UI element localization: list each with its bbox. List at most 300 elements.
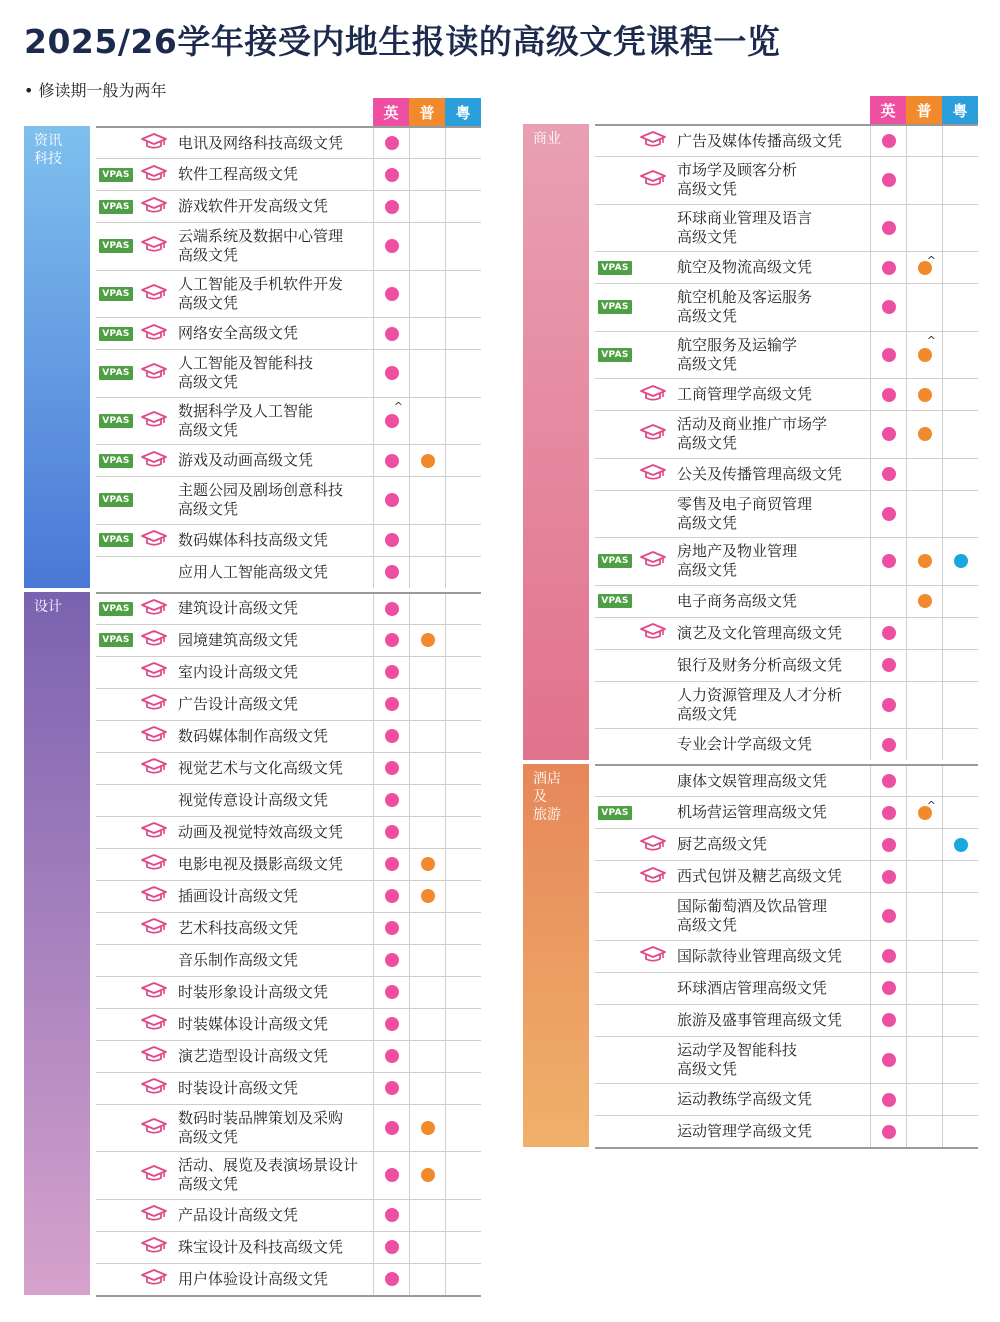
mark-cell-english [373,785,409,816]
mark-cell-cantonese [942,829,978,860]
course-name [671,161,870,199]
mark-cell-english [870,829,906,860]
course-row [96,592,481,624]
mark-cell-english [373,594,409,624]
course-name [671,947,870,966]
cap-cell [136,1117,172,1139]
mark-cell-putonghua [906,829,942,860]
course-name-line: 市场学及顾客分析 [677,161,798,180]
course-name-line: 高级文凭 [178,420,239,439]
english-dot [882,554,896,568]
cap-cell [136,362,172,384]
cap-cell [136,1013,172,1035]
mark-cell-english [373,1232,409,1263]
course-name [172,275,373,313]
english-dot [882,909,896,923]
cap-cell [136,693,172,715]
mark-cell-english [373,1041,409,1072]
mark-cell-english [373,1009,409,1040]
mark-cell-cantonese [445,318,481,349]
mark-cell-english [373,1105,409,1152]
mark-cell-english [373,817,409,848]
vpas-badge: VPAS [99,366,132,380]
graduation-cap-icon [639,945,667,967]
graduation-cap-icon [140,410,168,432]
course-name [671,835,870,854]
course-name-line: 时装媒体设计高级文凭 [178,1014,329,1033]
english-dot [385,953,399,967]
mark-cell-english [870,797,906,828]
section-label-line: 资讯 [34,133,62,149]
english-dot [882,774,896,788]
vpas-cell [96,454,136,468]
vpas-badge: VPAS [99,168,132,182]
english-dot [882,698,896,712]
mark-cell-english [870,459,906,490]
cap-cell [136,853,172,875]
mark-cell-english [870,538,906,585]
vpas-badge: VPAS [99,533,132,547]
course-name [172,727,373,746]
graduation-cap-icon [140,821,168,843]
mark-cell-cantonese [445,657,481,688]
course-row [96,656,481,688]
mark-cell-english [373,223,409,270]
mark-cell-english [870,861,906,892]
course-name [172,759,373,778]
course-row [595,617,978,649]
course-name-line: 航空服务及运输学 [677,335,798,354]
mark-cell-english [373,977,409,1008]
mark-cell-english [373,350,409,397]
cap-cell [136,1236,172,1258]
english-dot [385,1272,399,1286]
course-name-line: 应用人工智能高级文凭 [178,562,329,581]
graduation-cap-icon [140,1013,168,1035]
course-row [96,222,481,270]
course-row [595,378,978,410]
vpas-cell [96,239,136,253]
course-row [96,976,481,1008]
course-name-line: 人工智能及手机软件开发 [178,274,344,293]
table-bottom-line [96,1295,481,1297]
mark-cell-cantonese [445,1264,481,1295]
english-dot [882,1093,896,1107]
vpas-cell [96,287,136,301]
course-name [172,695,373,714]
graduation-cap-icon [639,169,667,191]
course-row [595,972,978,1004]
cap-cell [635,169,671,191]
english-dot [882,1125,896,1139]
course-row [595,283,978,331]
mark-cell-putonghua [409,689,445,720]
course-row [96,190,481,222]
mark-cell-cantonese [445,1041,481,1072]
caret-mark: ^ [926,799,936,812]
graduation-cap-icon [140,164,168,186]
course-name-line: 西式包饼及糖艺高级文凭 [677,867,843,885]
mark-cell-putonghua [409,849,445,880]
vpas-badge: VPAS [99,602,132,616]
graduation-cap-icon [140,661,168,683]
graduation-cap-icon [639,834,667,856]
course-name [671,209,870,247]
cap-cell [136,1268,172,1290]
mark-cell-putonghua [409,350,445,397]
course-name [172,402,373,440]
english-dot [385,729,399,743]
course-row [96,1151,481,1199]
english-dot [385,857,399,871]
course-name [172,1079,373,1098]
section-label-line: 商业 [533,131,561,147]
mark-cell-english [373,191,409,222]
course-name-line: 活动及商业推广市场学 [677,415,828,434]
course-row [595,1004,978,1036]
vpas-badge: VPAS [598,261,631,275]
mark-cell-cantonese [942,766,978,796]
mark-cell-english [373,1264,409,1295]
section-label-line: 旅游 [533,807,561,823]
graduation-cap-icon [140,450,168,472]
mark-cell-english [373,913,409,944]
mark-cell-cantonese [942,973,978,1004]
mark-cell-putonghua [409,594,445,624]
course-name-line: 高级文凭 [677,1059,738,1078]
course-row [96,880,481,912]
mark-cell-cantonese [445,721,481,752]
course-list [96,126,481,588]
graduation-cap-icon [140,283,168,305]
mark-cell-cantonese [445,1073,481,1104]
mark-cell-english [870,252,906,283]
english-dot [882,388,896,402]
mark-cell-english [870,1084,906,1115]
course-name-line: 高级文凭 [677,513,738,532]
course-name [172,887,373,906]
mark-cell-english [870,682,906,729]
course-row [595,251,978,283]
course-name-line: 演艺及文化管理高级文凭 [677,623,843,642]
mark-cell-putonghua [409,913,445,944]
graduation-cap-icon [140,757,168,779]
course-name-line: 时装形象设计高级文凭 [178,982,329,1001]
mark-cell-english [870,126,906,156]
mark-cell-english [373,128,409,158]
mark-cell-english [373,657,409,688]
course-row [595,860,978,892]
mark-cell-cantonese [942,1037,978,1084]
language-header [870,96,978,124]
graduation-cap-icon [140,1045,168,1067]
course-row [595,796,978,828]
mark-cell-putonghua [409,945,445,976]
course-name [671,592,870,611]
mark-cell-cantonese [942,538,978,585]
mark-cell-putonghua [906,126,942,156]
mark-cell-english [870,1116,906,1147]
course-row [96,476,481,524]
course-name-line: 环球商业管理及语言 [677,208,813,227]
course-row [96,1104,481,1152]
mark-cell-english [870,893,906,940]
graduation-cap-icon [639,423,667,445]
vpas-cell [595,261,635,275]
mark-cell-cantonese [445,1105,481,1152]
english-dot [385,825,399,839]
cap-cell [136,598,172,620]
course-name-line: 游戏及动画高级文凭 [178,451,314,469]
course-row [96,752,481,784]
mark-cell-english [373,525,409,556]
course-row [595,940,978,972]
vpas-badge: VPAS [598,554,631,568]
course-row [96,1008,481,1040]
course-name [671,656,870,675]
course-name [671,735,870,754]
cap-cell [136,283,172,305]
mark-cell-putonghua [906,766,942,796]
course-name-line: 音乐制作高级文凭 [178,950,299,969]
course-name [671,1122,870,1141]
course-row [595,728,978,760]
graduation-cap-icon [140,1204,168,1226]
course-name [671,288,870,326]
cap-cell [635,834,671,856]
mark-cell-english [373,753,409,784]
course-name-line: 高级文凭 [178,500,239,519]
cap-cell [635,945,671,967]
course-list [96,592,481,1295]
course-name [172,134,373,153]
mark-cell-cantonese [445,881,481,912]
course-name-line: 运动教练学高级文凭 [677,1090,813,1108]
mark-cell-putonghua [906,729,942,760]
course-name [671,1011,870,1030]
mark-cell-putonghua [409,318,445,349]
section-label-0-0 [24,126,90,588]
cap-cell [136,1045,172,1067]
vpas-badge: VPAS [598,594,631,608]
english-dot [385,1049,399,1063]
course-name-line: 高级文凭 [178,1175,239,1194]
english-dot [882,1053,896,1067]
vpas-cell [96,633,136,647]
course-name [172,919,373,938]
course-list [595,124,978,760]
course-list [595,764,978,1147]
header-cantonese: 粤 [942,96,978,124]
mark-cell-putonghua [409,128,445,158]
mark-cell-putonghua [409,625,445,656]
mark-cell-putonghua [906,284,942,331]
english-dot [385,1168,399,1182]
vpas-badge: VPAS [598,348,631,362]
putonghua-dot [421,1168,435,1182]
mark-cell-english [870,157,906,204]
section-label-1-1 [523,764,589,1147]
graduation-cap-icon [639,384,667,406]
vpas-cell [96,168,136,182]
course-name-line: 动画及视觉特效高级文凭 [178,822,344,841]
course-name-line: 高级文凭 [677,180,738,199]
cap-cell [136,661,172,683]
graduation-cap-icon [639,463,667,485]
graduation-cap-icon [140,235,168,257]
vpas-cell [96,602,136,616]
mark-cell-cantonese [445,785,481,816]
course-name [671,415,870,453]
course-row [595,490,978,538]
mark-cell-putonghua [409,191,445,222]
mark-cell-english [870,332,906,379]
course-row [595,681,978,729]
mark-cell-cantonese [942,1116,978,1147]
graduation-cap-icon [140,529,168,551]
course-row [96,349,481,397]
mark-cell-cantonese [445,350,481,397]
mark-cell-putonghua [906,973,942,1004]
mark-cell-cantonese [445,977,481,1008]
course-name [172,791,373,810]
course-name-line: 数码媒体制作高级文凭 [178,726,329,745]
putonghua-dot [421,857,435,871]
mark-cell-putonghua [906,538,942,585]
mark-cell-cantonese [445,1200,481,1231]
mark-cell-putonghua [906,861,942,892]
mark-cell-english [373,318,409,349]
course-name-line: 电讯及网络科技高级文凭 [178,133,344,152]
putonghua-dot [421,889,435,903]
cap-cell [635,550,671,572]
mark-cell-putonghua [906,332,942,379]
course-name-line: 广告设计高级文凭 [178,694,299,713]
mark-cell-english [870,205,906,252]
course-name-line: 房地产及物业管理 [677,542,798,561]
english-dot [385,327,399,341]
english-dot [385,889,399,903]
course-name-line: 云端系统及数据中心管理 [178,227,344,246]
mark-cell-putonghua [409,1152,445,1199]
english-dot [882,838,896,852]
course-name [671,132,870,151]
course-name-line: 高级文凭 [178,1127,239,1146]
mark-cell-cantonese [445,159,481,190]
mark-cell-putonghua [409,657,445,688]
mark-cell-cantonese [942,157,978,204]
english-dot [385,239,399,253]
putonghua-dot [918,388,932,402]
mark-cell-putonghua [906,797,942,828]
mark-cell-putonghua [906,205,942,252]
course-row [96,1040,481,1072]
mark-cell-cantonese [445,398,481,445]
course-name [172,1206,373,1225]
putonghua-dot [918,348,932,362]
vpas-badge: VPAS [99,327,132,341]
caret-mark: ^ [926,333,936,347]
mark-cell-putonghua [906,1084,942,1115]
header-english: 英 [870,96,906,124]
course-row [595,204,978,252]
english-dot [385,533,399,547]
vpas-cell [96,414,136,428]
course-row [96,848,481,880]
mark-cell-cantonese [942,332,978,379]
graduation-cap-icon [140,1164,168,1186]
cap-cell [136,1164,172,1186]
graduation-cap-icon [140,196,168,218]
mark-cell-english [373,557,409,588]
english-dot [385,633,399,647]
course-name [172,1047,373,1066]
course-name [172,1109,373,1147]
course-name-line: 人力资源管理及人才分析 [677,685,843,704]
english-dot [385,761,399,775]
mark-cell-english [373,625,409,656]
putonghua-dot [918,594,932,608]
mark-cell-cantonese [445,689,481,720]
mark-cell-putonghua [409,1073,445,1104]
course-row [595,764,978,796]
course-name-line: 高级文凭 [677,354,738,373]
header-putonghua: 普 [409,98,445,126]
course-name [172,451,373,470]
mark-cell-putonghua [906,1116,942,1147]
course-row [595,537,978,585]
mark-cell-cantonese [942,1084,978,1115]
course-row [595,124,978,156]
course-row [96,624,481,656]
mark-cell-cantonese [942,459,978,490]
mark-cell-putonghua [409,881,445,912]
mark-cell-english [870,379,906,410]
mark-cell-putonghua [409,557,445,588]
section-label-1-0 [523,124,589,760]
english-dot [385,793,399,807]
course-name-line: 高级文凭 [178,373,239,392]
graduation-cap-icon [140,981,168,1003]
mark-cell-cantonese [942,491,978,538]
course-name-line: 康体文娱管理高级文凭 [677,771,828,790]
english-dot [882,626,896,640]
course-name [671,803,870,822]
course-name [172,983,373,1002]
course-name-line: 高级文凭 [677,704,738,723]
course-name-line: 室内设计高级文凭 [178,662,299,681]
mark-cell-putonghua [409,1232,445,1263]
english-dot [385,1081,399,1095]
course-name [172,481,373,519]
mark-cell-english [373,1200,409,1231]
mark-cell-english [870,1037,906,1084]
mark-cell-cantonese [942,379,978,410]
graduation-cap-icon [140,1077,168,1099]
course-name [172,354,373,392]
cap-cell [136,1204,172,1226]
mark-cell-putonghua [409,223,445,270]
course-name-line: 厨艺高级文凭 [677,835,768,853]
mark-cell-putonghua [409,1264,445,1295]
mark-cell-putonghua [906,491,942,538]
mark-cell-putonghua [409,977,445,1008]
mark-cell-cantonese [445,128,481,158]
mark-cell-english [373,159,409,190]
caret-mark: ^ [393,399,403,413]
cap-cell [136,164,172,186]
cap-cell [635,130,671,152]
